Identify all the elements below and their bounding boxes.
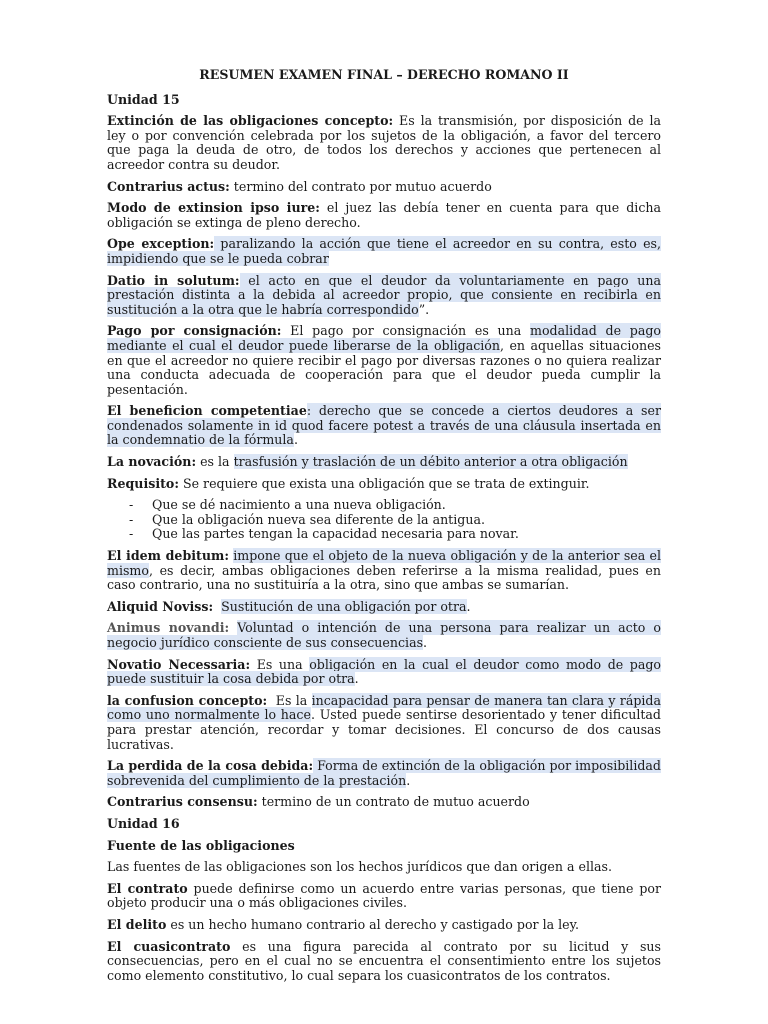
highlighted-text: modalidad de pago mediante el cual el deudor puede liberarse de la obligación [107,323,661,353]
highlighted-text: impone que el objeto de la nueva obligación y de la anterior sea el mismo [107,548,661,578]
paragraph-cuasicontrato [107,940,661,984]
unit-15-heading: Unidad 15 [107,91,180,107]
list-item: - Que la obligación nueva sea diferente de la antigua. [129,511,485,527]
paragraph-extincion [107,114,661,172]
definition-end: . Usted puede sentirse desorientado y tener dificultad para prestar atención, recordar y tomar decisiones. El concurso de dos causas lucrativas. [107,707,661,752]
definition: Se requiere que exista una obligación que se trata de extinguir. [178,475,590,491]
paragraph-confusion [107,694,661,752]
definition-start: Es la [267,692,312,708]
highlighted-text: : derecho que se concede a ciertos deudores a ser condenados solamente in id quod facere potest a través de una cláusula insertada en la condemnatio de la fórmula [107,403,661,448]
definition-start: El pago por consignación es una [281,323,531,339]
highlighted-text: el acto en que el deudor da voluntariamente en pago una prestación distinta a la debida al acreedor propio, que consiente en recibirla en sustitución a la otra que le habría correspondido [107,272,662,317]
definition: el juez las debía tener en cuenta para que dicha obligación se extinga de pleno derecho. [107,200,661,230]
paragraph-aliquid-noviss [107,600,661,615]
paragraph-novacion [107,455,661,470]
list-item-text: Que se dé nacimiento a una nueva obligación. [152,497,446,513]
definition-end: . [466,598,471,614]
paragraph-ipso-iure [107,201,661,230]
definition-end: , es decir, ambas obligaciones deben referirse a la misma realidad, pues en caso contrario, una no sustituiría a la otra, sino que ambas se sumarían. [107,562,661,593]
document-page [107,68,661,990]
term: Datio in solutum: [107,272,240,288]
term: Extinción de las obligaciones concepto: [107,113,394,129]
paragraph-contrato [107,882,661,911]
unit-16-heading: Unidad 16 [107,815,180,831]
definition: puede definirse como un acuerdo entre varias personas, que tiene por objeto producir una o más obligaciones civiles. [107,880,662,911]
highlighted-text: Voluntad o intención de una persona para realizar un acto o negocio jurídico consciente de sus consecuencias [107,620,661,650]
highlighted-text: paralizando la acción que tiene el acreedor en su contra, esto es, impidiendo que se le pueda cobrar [107,236,661,266]
highlighted-text: Sustitución de una obligación por otra [221,598,467,614]
highlighted-text: obligación en la cual el deudor como modo de pago puede sustituir la cosa debida por otra [107,656,661,687]
paragraph-novatio-necessaria [107,658,661,687]
highlighted-text: Forma de extinción de la obligación por imposibilidad sobrevenida del cumplimiento de la prestación [107,758,661,788]
term: Requisito: [107,475,179,491]
paragraph-datio-in-solutum [107,274,661,318]
list-item: - Que se dé nacimiento a una nueva obligación. [129,497,446,513]
list-item: - Que las partes tengan la capacidad necesaria para novar. [129,526,519,542]
list-item-text: Que las partes tengan la capacidad necesaria para novar. [152,526,519,542]
definition: Es la transmisión, por disposición de la ley o por convención celebrada por los sujetos de la obligación, a favor del tercero que paga la deuda de otro, de todos los derechos y acciones que pertenecen al acreedor contra su deudor. [107,113,661,172]
definition-end: . [406,772,411,788]
paragraph-perdida-cosa [107,759,661,788]
definition: es un hecho humano contrario al derecho y castigado por la ley. [166,916,580,932]
paragraph-idem-debitum [107,549,661,593]
term: la confusion concepto: [107,692,268,708]
definition-start: Es una [250,656,310,672]
definition-end: ”. [418,301,430,317]
definition-end: . [354,671,359,687]
paragraph-contrarius-consensu [107,795,661,810]
definition: termino del contrato por mutuo acuerdo [229,178,492,194]
term: La perdida de la cosa debida: [107,758,314,774]
definition-start [213,599,221,614]
definition-end: . [293,432,298,448]
term: Contrarius actus: [107,178,230,194]
highlighted-text: trasfusión y traslación de un débito anterior a otra obligación [233,454,628,470]
definition-end: , en aquellas situaciones en que el acreedor no quiere recibir el pago por diversas razones o no quiera realizar una conducta adecuada de cooperación para que el deudor pueda cumplir la pesentación. [107,337,661,397]
paragraph-delito [107,918,661,933]
section-heading-fuente: Fuente de las obligaciones [107,837,295,853]
paragraph-requisito [107,477,661,492]
term: Ope exception: [107,236,215,252]
paragraph-beneficion-competentiae [107,404,661,448]
definition-start [229,620,237,635]
definition-start: es la [196,454,234,470]
term: El beneficion competentiae [107,403,307,419]
paragraph-contrarius-actus [107,180,661,195]
term: Modo de extinsion ipso iure: [107,200,320,216]
term: La novación: [107,454,197,470]
definition: termino de un contrato de mutuo acuerdo [257,794,530,810]
term: Novatio Necessaria: [107,656,251,672]
term: Contrarius consensu: [107,794,258,810]
term: El cuasicontrato [107,938,231,954]
term: El delito [107,916,167,932]
paragraph-pago-consignacion [107,324,661,397]
requisitos-list [107,498,661,542]
list-item-text: Que la obligación nueva sea diferente de la antigua. [152,511,485,527]
paragraph-ope-exception [107,237,661,266]
definition-end: . [423,635,428,650]
term: Pago por consignación: [107,323,282,339]
highlighted-text: incapacidad para pensar de manera tan clara y rápida como uno normalmente lo hace [107,692,661,723]
paragraph-animus-novandi [107,621,661,650]
document-title: RESUMEN EXAMEN FINAL – DERECHO ROMANO II [199,67,569,82]
term: El contrato [107,880,188,896]
definition: es una figura parecida al contrato por su licitud y sus consecuencias, pero en el cual no se encuentra el consentimiento entre los sujetos como elemento constitutivo, lo cual separa los cuasicontratos de los contratos. [107,938,661,983]
term: El idem debitum: [107,548,229,564]
term: Aliquid Noviss: [107,598,214,614]
paragraph-fuentes: Las fuentes de las obligaciones son los hechos jurídicos que dan origen a ellas. [107,859,612,875]
term: Animus novandi: [107,620,230,636]
